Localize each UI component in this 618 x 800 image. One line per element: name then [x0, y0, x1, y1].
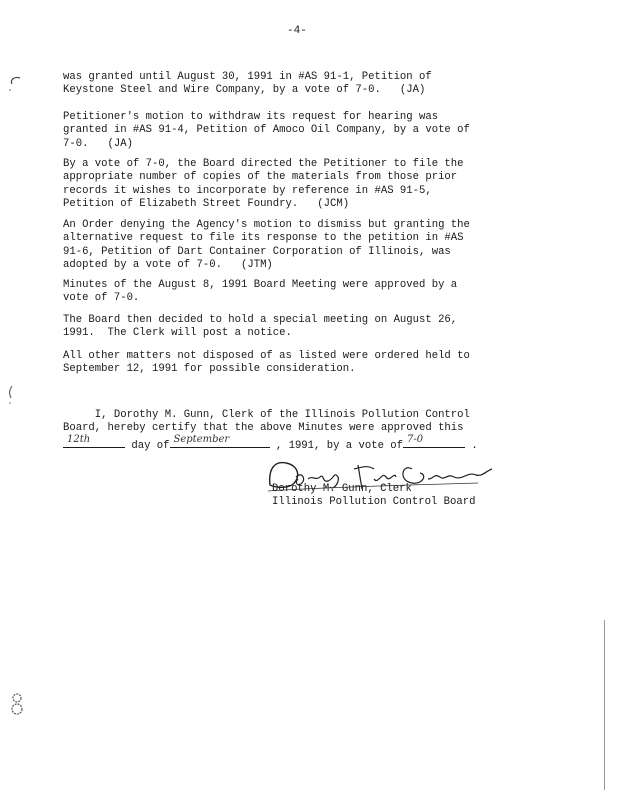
certification-line-2: Board, hereby certify that the above Minutes were approved this	[63, 422, 464, 435]
signer-organization: Illinois Pollution Control Board	[272, 496, 476, 509]
paragraph-keystone: was granted until August 30, 1991 in #AS 91-1, Petition of Keystone Steel and Wire Company, by a vote of 7-0. (JA)	[63, 71, 432, 97]
scan-mark-top-left	[6, 74, 22, 94]
certification-statement	[63, 409, 543, 453]
month-blank	[170, 433, 270, 448]
page-number: -4-	[287, 25, 307, 37]
paragraph-special-meeting: The Board then decided to hold a special meeting on August 26, 1991. The Clerk will post a notice.	[63, 314, 458, 340]
cert-end-text: .	[465, 439, 478, 452]
handwritten-day: 12th	[67, 433, 91, 445]
scan-edge-line	[604, 620, 605, 790]
year-vote-text: , 1991, by a vote of	[269, 439, 404, 452]
vote-blank	[403, 433, 465, 448]
paragraph-amoco: Petitioner's motion to withdraw its request for hearing was granted in #AS 91-4, Petition of Amoco Oil Company, by a vote of 7-0. (JA)	[63, 111, 470, 150]
paragraph-matters-held: All other matters not disposed of as listed were ordered held to September 12, 1991 for possible consideration.	[63, 350, 470, 376]
punch-hole-smudge	[8, 690, 26, 718]
paragraph-dart-container: An Order denying the Agency's motion to dismiss but granting the alternative request to file its response to the petition in #AS 91-6, Petition of Dart Container Corporation of Illinois, was adopted by a vote of 7-0. (JTM)	[63, 219, 470, 272]
scan-mark-mid-left	[6, 384, 16, 406]
signer-name-title: Dorothy M. Gunn, Clerk	[272, 483, 412, 495]
day-blank	[63, 433, 125, 448]
signature-block	[272, 483, 475, 510]
paragraph-elizabeth-street: By a vote of 7-0, the Board directed the Petitioner to file the appropriate number of copies of the materials from those prior records it wishes to incorporate by reference in #AS 91-5, Petition of Elizabeth Street Foundry. (JCM)	[63, 158, 464, 211]
day-of-text: day of	[125, 439, 170, 452]
handwritten-month: September	[173, 433, 230, 445]
certification-line-1: I, Dorothy M. Gunn, Clerk of the Illinois Pollution Control	[63, 409, 470, 421]
handwritten-vote: 7-0	[407, 433, 424, 445]
paragraph-minutes-approval: Minutes of the August 8, 1991 Board Meeting were approved by a vote of 7-0.	[63, 279, 458, 305]
